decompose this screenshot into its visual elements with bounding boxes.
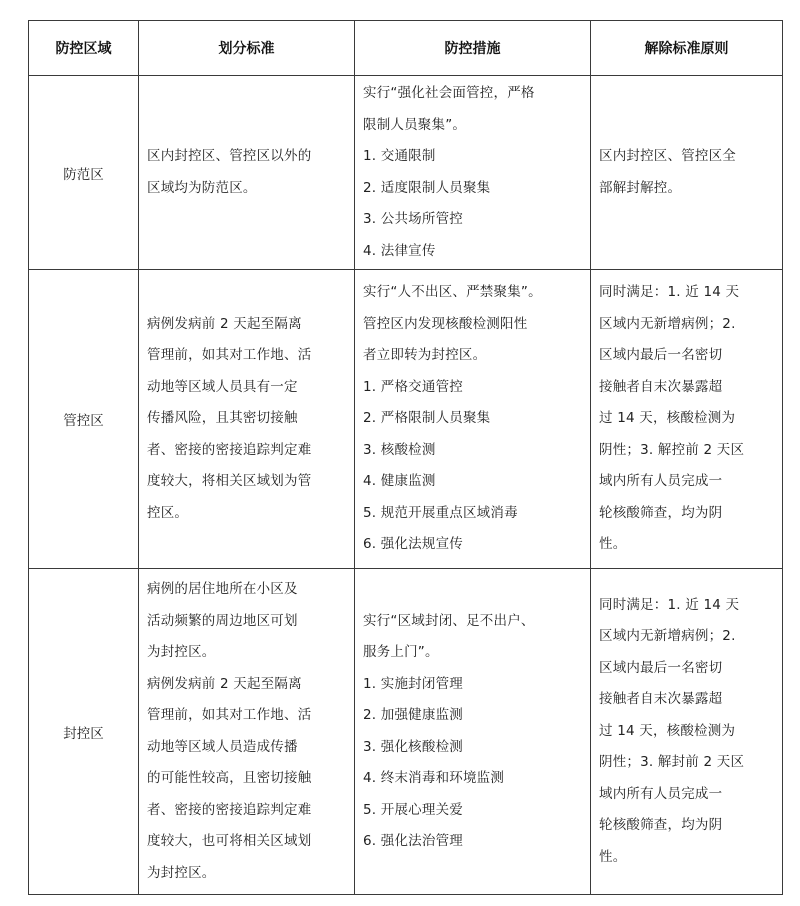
cell-text-line: 者、密接的密接追踪判定难 <box>147 801 312 818</box>
header-measures: 防控措施 <box>355 21 591 76</box>
cell-text-line: 实行“区域封闭、足不出户、 <box>363 612 535 629</box>
cell-text-line: 接触者自末次暴露超 <box>599 691 723 708</box>
cell-text-line: 管理前，如其对工作地、活 <box>147 347 312 364</box>
cell-text-line: 区内封控区、管控区以外的 <box>147 148 312 164</box>
cell-text-line: 者立即转为封控区。 <box>363 347 487 364</box>
header-release: 解除标准原则 <box>591 21 783 76</box>
cell-text-line: 4. 健康监测 <box>363 473 436 490</box>
table-header-row <box>29 21 783 76</box>
cell-text-line: 阴性；3. 解封前 2 天区 <box>599 754 745 771</box>
cell-text-line: 1. 实施封闭管理 <box>363 675 463 692</box>
standard-cell <box>139 270 355 569</box>
zone-name-cell: 防范区 <box>29 76 139 270</box>
cell-text-line: 5. 规范开展重点区域消毒 <box>363 504 518 521</box>
cell-text-line: 2. 适度限制人员聚集 <box>363 179 491 196</box>
cell-text-line: 区域内最后一名密切 <box>599 347 723 364</box>
cell-text-line: 6. 强化法治管理 <box>363 833 463 849</box>
table-row <box>29 76 783 270</box>
cell-text-line: 度较大，将相关区域划为管 <box>147 473 312 490</box>
cell-text-line: 区域内最后一名密切 <box>599 659 723 676</box>
cell-text-line: 同时满足：1. 近 14 天 <box>599 284 740 301</box>
zone-name-cell: 管控区 <box>29 270 139 569</box>
cell-text-line: 3. 公共场所管控 <box>363 211 463 227</box>
zone-name-cell: 封控区 <box>29 569 139 895</box>
cell-text-line: 5. 开展心理关爱 <box>363 801 463 818</box>
cell-text-line: 4. 终末消毒和环境监测 <box>363 770 505 786</box>
cell-text-line: 3. 核酸检测 <box>363 441 436 458</box>
cell-text-line: 2. 加强健康监测 <box>363 707 463 723</box>
cell-text-line: 3. 强化核酸检测 <box>363 738 463 755</box>
cell-text-line: 为封控区。 <box>147 644 216 660</box>
cell-text-line: 动地等区域人员具有一定 <box>147 378 298 395</box>
cell-text-line: 病例发病前 2 天起至隔离 <box>147 315 302 332</box>
cell-text-line: 区内封控区、管控区全 <box>599 148 736 164</box>
table-body <box>29 76 783 895</box>
cell-text-line: 实行“人不出区、严禁聚集”。 <box>363 284 542 301</box>
cell-text-line: 同时满足：1. 近 14 天 <box>599 596 740 613</box>
cell-text-line: 性。 <box>599 536 627 553</box>
cell-text-line: 过 14 天，核酸检测为 <box>599 722 736 739</box>
header-standard: 划分标准 <box>139 21 355 76</box>
measures-cell <box>355 569 591 895</box>
cell-text-line: 域内所有人员完成一 <box>599 473 723 490</box>
measures-cell <box>355 270 591 569</box>
cell-text-line: 控区。 <box>147 504 189 521</box>
cell-text-line: 度较大，也可将相关区域划 <box>147 833 312 849</box>
release-cell <box>591 569 783 895</box>
table-row <box>29 569 783 895</box>
cell-text-line: 活动频繁的周边地区可划 <box>147 612 298 629</box>
cell-text-line: 服务上门”。 <box>363 644 439 660</box>
cell-text-line: 6. 强化法规宣传 <box>363 536 463 553</box>
header-zone: 防控区域 <box>29 21 139 76</box>
cell-text-line: 的可能性较高，且密切接触 <box>147 770 312 786</box>
release-cell <box>591 270 783 569</box>
standard-cell <box>139 76 355 270</box>
cell-text-line: 域内所有人员完成一 <box>599 785 723 802</box>
cell-text-line: 区域内无新增病例；2. <box>599 315 736 332</box>
cell-text-line: 区域均为防范区。 <box>147 179 257 196</box>
cell-text-line: 4. 法律宣传 <box>363 242 436 259</box>
cell-text-line: 传播风险，且其密切接触 <box>147 410 298 427</box>
cell-text-line: 动地等区域人员造成传播 <box>147 738 298 755</box>
measures-cell <box>355 76 591 270</box>
cell-text-line: 管控区内发现核酸检测阳性 <box>363 315 528 332</box>
cell-text-line: 接触者自末次暴露超 <box>599 378 723 395</box>
cell-text-line: 限制人员聚集”。 <box>363 116 467 133</box>
standard-cell <box>139 569 355 895</box>
cell-text-line: 区域内无新增病例；2. <box>599 628 736 645</box>
cell-text-line: 实行“强化社会面管控，严格 <box>363 85 535 101</box>
prevention-zone-table-container <box>28 20 782 895</box>
cell-text-line: 1. 交通限制 <box>363 148 436 164</box>
cell-text-line: 2. 严格限制人员聚集 <box>363 410 491 427</box>
cell-text-line: 性。 <box>599 848 627 865</box>
cell-text-line: 阴性；3. 解控前 2 天区 <box>599 441 745 458</box>
cell-text-line: 者、密接的密接追踪判定难 <box>147 441 312 458</box>
prevention-zone-table <box>28 20 783 895</box>
cell-text-line: 部解封解控。 <box>599 179 682 196</box>
cell-text-line: 轮核酸筛查，均为阴 <box>599 504 723 521</box>
cell-text-line: 管理前，如其对工作地、活 <box>147 707 312 723</box>
cell-text-line: 为封控区。 <box>147 864 216 881</box>
release-cell <box>591 76 783 270</box>
cell-text-line: 过 14 天，核酸检测为 <box>599 410 736 427</box>
table-row <box>29 270 783 569</box>
cell-text-line: 病例发病前 2 天起至隔离 <box>147 675 302 692</box>
cell-text-line: 轮核酸筛查，均为阴 <box>599 817 723 834</box>
cell-text-line: 1. 严格交通管控 <box>363 378 463 395</box>
cell-text-line: 病例的居住地所在小区及 <box>147 581 298 597</box>
